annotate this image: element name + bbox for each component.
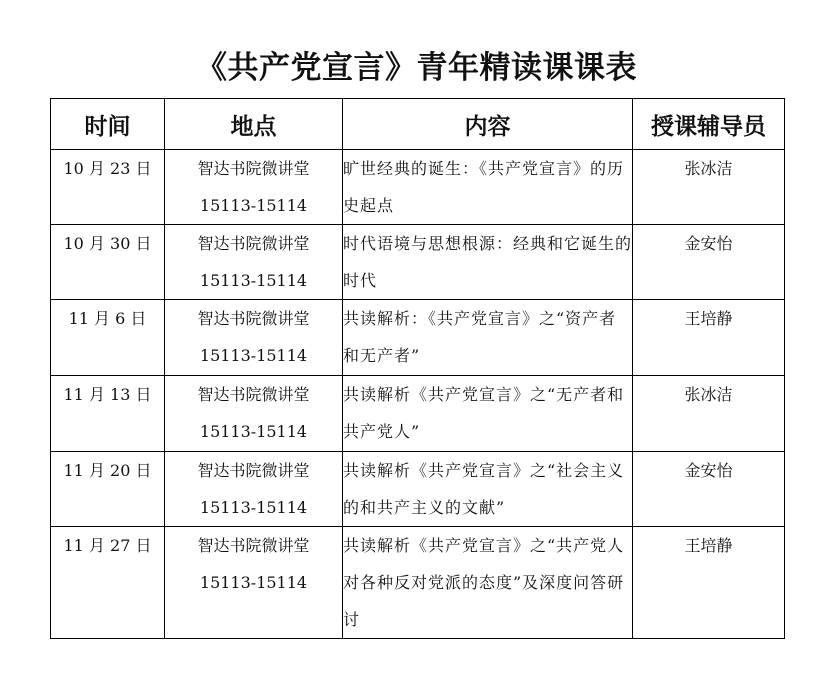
date-cell: 10 月 23 日 [51, 150, 165, 225]
location-cell [165, 376, 343, 452]
date-cell: 11 月 13 日 [51, 376, 165, 452]
location-name: 智达书院微讲堂 [197, 536, 310, 555]
location-room: 15113-15114 [199, 271, 308, 290]
tutor-cell: 张冰洁 [633, 376, 785, 452]
table-row [51, 527, 785, 639]
document-title: 《共产党宣言》青年精读课课表 [196, 50, 637, 86]
location-name: 智达书院微讲堂 [197, 159, 310, 178]
location-cell [165, 452, 343, 527]
table-row [51, 300, 785, 376]
header-content: 内容 [343, 99, 633, 150]
table-row [51, 376, 785, 452]
location-room: 15113-15114 [199, 346, 308, 365]
content-cell: 旷世经典的诞生：《共产党宣言》的历史起点 [343, 150, 633, 225]
content-cell: 时代语境与思想根源：经典和它诞生的时代 [343, 225, 633, 300]
table-row [51, 225, 785, 300]
location-cell [165, 300, 343, 376]
content-cell: 共读解析《共产党宣言》之“共产党人对各种反对党派的态度”及深度问答研讨 [343, 527, 633, 639]
content-cell: 共读解析：《共产党宣言》之“资产者和无产者” [343, 300, 633, 376]
date-cell: 11 月 27 日 [51, 527, 165, 639]
tutor-cell: 张冰洁 [633, 150, 785, 225]
location-name: 智达书院微讲堂 [197, 385, 310, 404]
content-cell: 共读解析《共产党宣言》之“社会主义的和共产主义的文献” [343, 452, 633, 527]
table-header-row [51, 99, 785, 150]
tutor-cell: 王培静 [633, 300, 785, 376]
tutor-cell: 金安怡 [633, 225, 785, 300]
location-room: 15113-15114 [199, 573, 308, 592]
location-cell [165, 225, 343, 300]
date-cell: 11 月 20 日 [51, 452, 165, 527]
tutor-cell: 王培静 [633, 527, 785, 639]
date-cell: 10 月 30 日 [51, 225, 165, 300]
location-room: 15113-15114 [199, 422, 308, 441]
header-tutor: 授课辅导员 [633, 99, 785, 150]
location-room: 15113-15114 [199, 196, 308, 215]
location-cell [165, 150, 343, 225]
location-room: 15113-15114 [199, 498, 308, 517]
content-cell: 共读解析《共产党宣言》之“无产者和共产党人” [343, 376, 633, 452]
location-name: 智达书院微讲堂 [197, 309, 310, 328]
header-time: 时间 [51, 99, 165, 150]
location-name: 智达书院微讲堂 [197, 234, 310, 253]
table-row [51, 150, 785, 225]
schedule-table [50, 98, 785, 639]
table-row [51, 452, 785, 527]
header-location: 地点 [165, 99, 343, 150]
location-cell [165, 527, 343, 639]
date-cell: 11 月 6 日 [51, 300, 165, 376]
tutor-cell: 金安怡 [633, 452, 785, 527]
location-name: 智达书院微讲堂 [197, 461, 310, 480]
